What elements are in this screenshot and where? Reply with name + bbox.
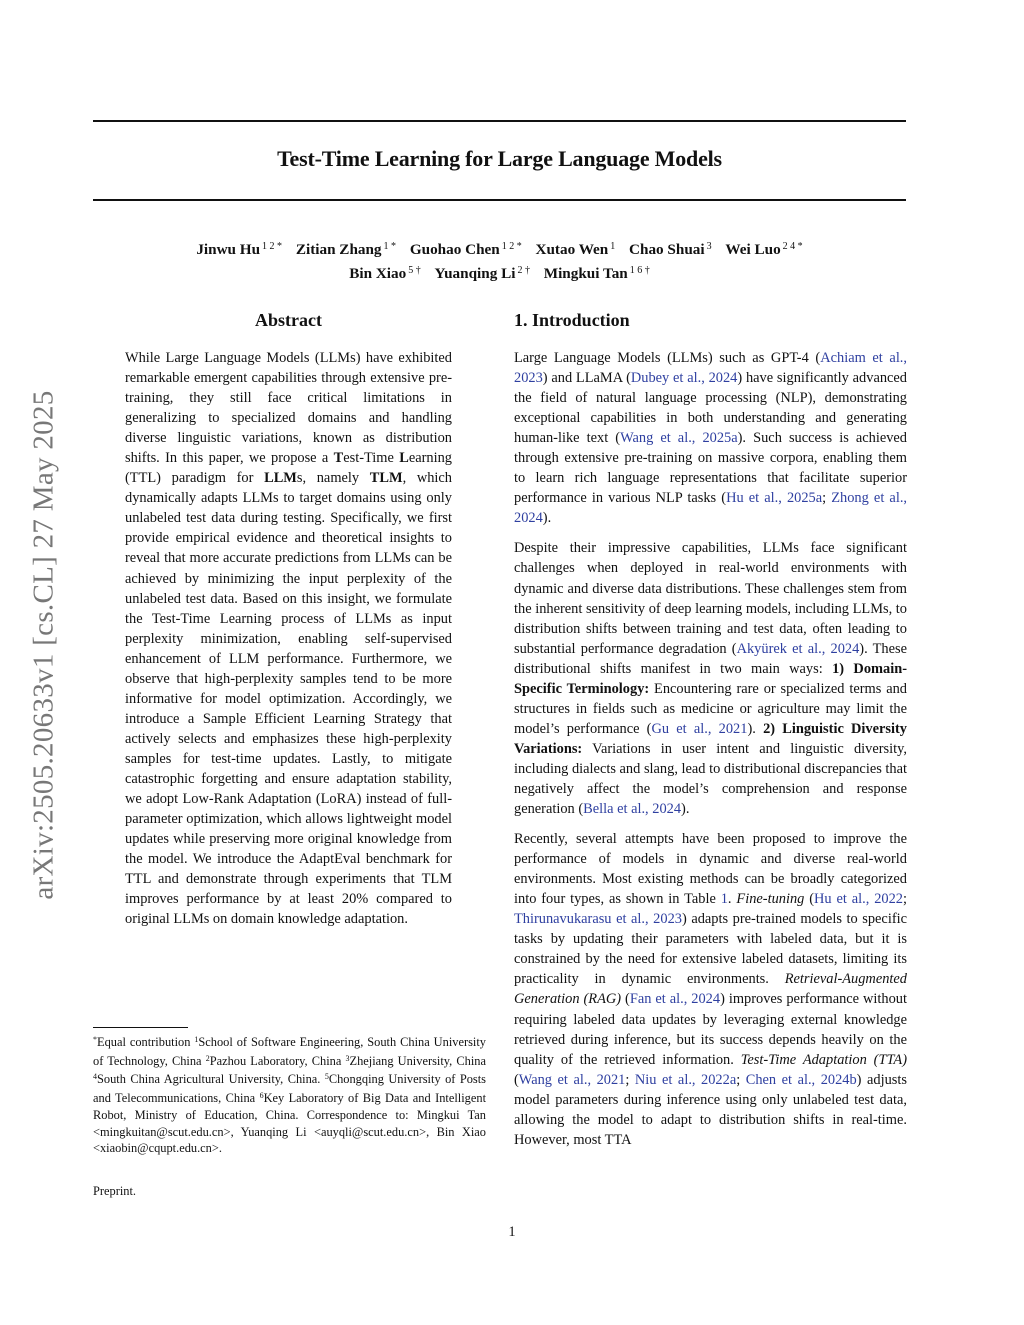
intro-paragraph-2: Despite their impressive capabilities, LLMs face significant challenges when deployed in real-world environments with dynamic and diverse data distributions. These challenges stem from the inherent sensitivity of deep learning models, including LLMs, to distribution shifts between training and test data, often leading to substantial performance degradation (Akyürek et al., 2024). These distributional shifts manifest in two main ways: 1) Domain-Specific Terminology: Encountering rare or specialized terms and structures in fields such as medicine or agriculture may limit the model’s performance (Gu et al., 2021). 2) Linguistic Diversity Variations: Variations in user intent and linguistic diversity, including dialects and slang, lead to distributional discrepancies that negatively affect the model’s comprehension and response generation (Bella et al., 2024). xyxy=(514,540,907,818)
citation-link[interactable]: Zhong et al., 2024 xyxy=(514,490,908,527)
citation-link[interactable]: Dubey et al., 2024 xyxy=(630,370,738,387)
title-bottom-rule xyxy=(93,199,906,201)
author: Mingkui Tan $^{1 6 \dagger}$ xyxy=(543,265,650,282)
citation-link[interactable]: Bella et al., 2024 xyxy=(583,801,682,818)
preprint-note: Preprint. xyxy=(93,1184,137,1198)
citation-link[interactable]: Hu et al., 2025a xyxy=(726,490,823,507)
affiliations-footnote: *Equal contribution $^1$School of Software Engineering, South China University of Technology, China $^2$Pazhou Laboratory, China $^3$Zhejiang University, China $^4$South China Agricultural University, China. $^5$Chongqing University of Posts and Telecommunications, China $^6$Key Laboratory of Big Data and Intelligent Robot, Ministry of Education, China. Correspondence to: Mingkui Tan <mingkuitan@scut.edu.cn>, Yuanqing Li <auyqli@scut.edu.cn>, Bin Xiao <xiaobin@cqupt.edu.cn>. xyxy=(93,1035,487,1156)
intro-paragraph-3: Recently, several attempts have been proposed to improve the performance of models in dynamic and diverse real-world environments. Most existing methods can be broadly categorized into four types, as shown in Table 1. Fine-tuning (Hu et al., 2022; Thirunavukarasu et al., 2023) adapts pre-trained models to specific tasks by updating their parameters with labeled data, but it is constrained by the need for extensive labeled datasets, limiting its practicality in dynamic environments. Retrieval-Augmented Generation (RAG) (Fan et al., 2024) improves performance without requiring labeled data updates by leveraging external knowledge retrieved during inference, but its success depends heavily on the quality of the retrieved information. Test-Time Adaptation (TTA) (Wang et al., 2021; Niu et al., 2022a; Chen et al., 2024b) adjusts model parameters during inference using only unlabeled test data, allowing the model to adapt to distribution shifts in real-time. However, most TTA xyxy=(514,831,908,1148)
section-heading-introduction: 1. Introduction xyxy=(514,310,630,330)
citation-link[interactable]: Thirunavukarasu et al., 2023 xyxy=(514,911,682,928)
title-top-rule xyxy=(93,120,906,122)
author: Chao Shuai $^3$ xyxy=(629,241,712,258)
author: Yuanqing Li $^{2 \dagger}$ xyxy=(434,265,530,282)
citation-link[interactable]: Wang et al., 2025a xyxy=(620,430,738,447)
citation-link[interactable]: Niu et al., 2022a xyxy=(634,1071,737,1088)
footnote-rule xyxy=(93,1027,188,1028)
page-number: 1 xyxy=(508,1224,516,1240)
right-column xyxy=(514,310,907,1150)
author: Guohao Chen $^{1 2 *}$ xyxy=(409,241,522,258)
author: Wei Luo $^{2 4 *}$ xyxy=(725,241,803,258)
citation-link[interactable]: Hu et al., 2022 xyxy=(814,891,903,908)
author: Jinwu Hu $^{1 2 *}$ xyxy=(196,241,283,258)
citation-link[interactable]: Gu et al., 2021 xyxy=(651,720,748,737)
citation-link[interactable]: Wang et al., 2021 xyxy=(518,1071,626,1088)
paper-title: Test-Time Learning for Large Language Models xyxy=(277,146,722,171)
citation-link[interactable]: Akyürek et al., 2024 xyxy=(736,640,860,657)
author: Zitian Zhang $^{1 *}$ xyxy=(295,241,397,258)
left-column xyxy=(125,310,452,929)
citation-link[interactable]: Fan et al., 2024 xyxy=(629,991,721,1008)
abstract-text: While Large Language Models (LLMs) have exhibited remarkable emergent capabilities through extensive pre-training, they still face critical limitations in generalizing to specialized domains and handling diverse linguistic variations, known as distribution shifts. In this paper, we propose a Test-Time Learning (TTL) paradigm for LLMs, namely TLM, which dynamically adapts LLMs to target domains using only unlabeled test data during testing. Specifically, we first provide empirical evidence and theoretical insights to reveal that more accurate predictions from LLMs can be achieved by minimizing the input perplexity of the unlabeled test data. Based on this insight, we formulate the Test-Time Learning process of LLMs as input perplexity minimization, enabling self-supervised enhancement of LLM performance. Furthermore, we observe that high-perplexity samples tend to be more informative for model optimization. Accordingly, we introduce a Sample Efficient Learning Strategy that actively selects and emphasizes these high-perplexity samples for test-time updates. Lastly, to mitigate catastrophic forgetting and ensure adaptation stability, we adopt Low-Rank Adaptation (LoRA) instead of full-parameter optimization, which allows lightweight model updates while preserving more original knowledge from the model. We introduce the AdaptEval benchmark for TTL and demonstrate through experiments that TLM improves performance by at least 20% compared to original LLMs on domain knowledge adaptation. xyxy=(125,350,452,928)
table-reference-link[interactable]: 1 xyxy=(720,891,728,908)
citation-link[interactable]: Chen et al., 2024b xyxy=(745,1071,857,1088)
author: Xutao Wen $^1$ xyxy=(535,241,616,258)
author-list xyxy=(93,236,906,284)
intro-paragraph-1: Large Language Models (LLMs) such as GPT-4 (Achiam et al., 2023) and LLaMA (Dubey et al., 2024) have significantly advanced the field of natural language processing (NLP), demonstrating exceptional capabilities in both understanding and generating human-like text (Wang et al., 2025a). Such success is achieved through extensive pre-training on massive corpora, enabling them to learn rich language representations that facilitate superior performance in various NLP tasks (Hu et al., 2025a; Zhong et al., 2024). xyxy=(514,350,908,527)
arxiv-identifier[interactable]: arXiv:2505.20633v1 [cs.CL] 27 May 2025 xyxy=(27,390,60,900)
citation-link[interactable]: Achiam et al., 2023 xyxy=(514,350,908,387)
author: Bin Xiao $^{5 \dagger}$ xyxy=(349,265,421,282)
abstract-heading: Abstract xyxy=(255,310,322,330)
